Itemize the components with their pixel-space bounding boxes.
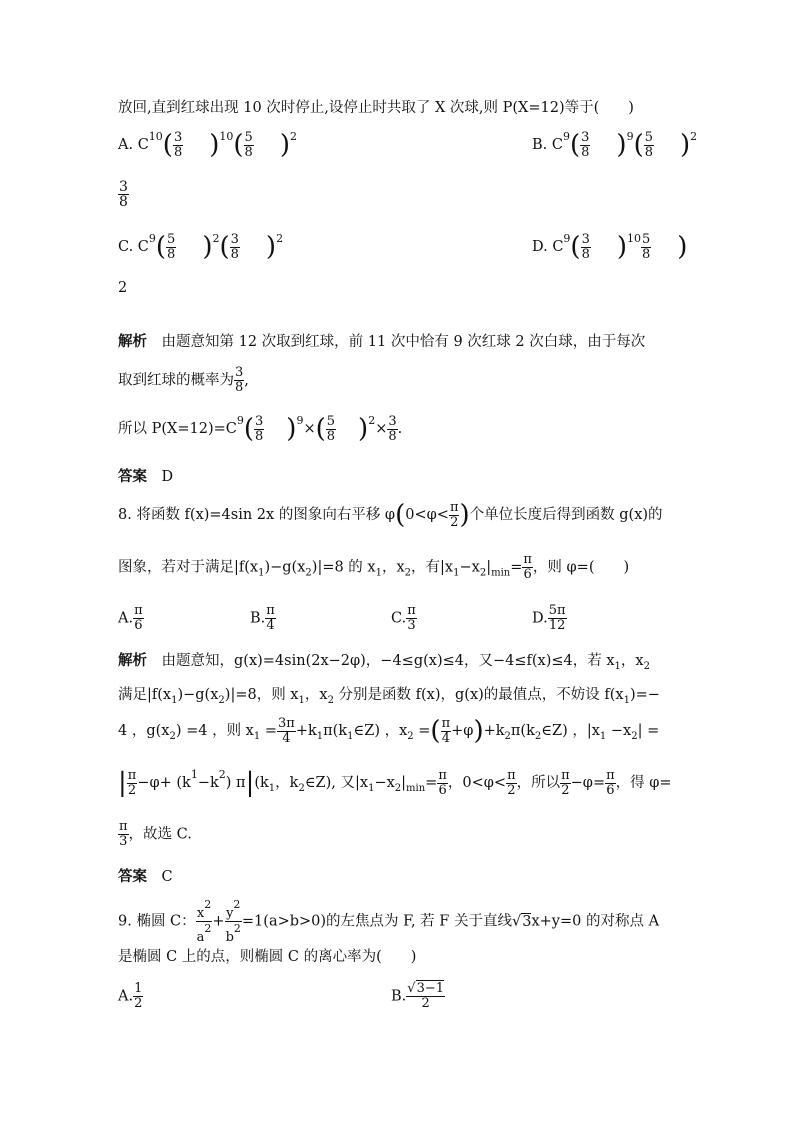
q7-analysis-line2: 取到红球的概率为 $\frac{3}{8}$ , [118,365,249,395]
q7-analysis-line3: 所以 $P(X=12)=C^9$( $\frac{3}{8}$ )$^9$×( $\frac{5}{8}$ )$^2$× $\frac{3}{8}$ . [118,413,403,444]
q7-option-b: B. $C^9$( $\frac{3}{8}$ )$^9$( $\frac{5}{8}$ )$^2$ [532,129,698,160]
q7-answer: 答案 D [118,468,174,485]
q8-option-c: C. $\frac{\pi}{3}$ [391,603,416,633]
q7-analysis-line1: 解析 由题意知第 12 次取到红球，前 11 次中恰有 9 次红球 2 次白球，由于每次 [118,333,646,350]
q8-analysis-line3: 4 ，$g(x_2) =4$ ，则 $x_1$ = $\frac{3\pi}{4}$ $+k_1\pi(k_1\in Z)$ ，$x_2$ =( $\frac{\pi}{4}$ $+\varphi)+k_2\pi(k_2\in Z)$ ，$|x_1 -x_2|$ = [118,715,660,746]
q7-option-c: C. $C^9$( $\frac{5}{8}$ )$^2$( $\frac{3}{8}$ )$^2$ [118,231,284,262]
q8-option-a: A. $\frac{\pi}{6}$ [118,603,143,633]
q7-option-d: D. $C^9$( $\frac{3}{8}$ )$^{10}$ $\frac{5}{8}$ ) [532,231,688,262]
q8-stem-line2: 图象，若对于满足$|f(x_1)-g(x_2)|=8$ 的 $x_1$，$x_2$，有$|x_1-x_2|_{min}=$ $\frac{\pi}{6}$ ，则 φ=( ) [118,552,630,582]
q8-answer: 答案 C [118,868,173,885]
q9-stem-line1: 9. 椭圆 C： $\frac{x^2}{a^2}$ + $\frac{y^2}{b^2}$ =1(a>b>0)的左焦点为 F, 若 F 关于直线√3x+y=0 的对称点 A [118,898,660,945]
q8-stem-line1: 8. 将函数 f(x)=4sin 2x 的图象向右平移 φ(0<φ< $\frac{\pi}{2}$ )个单位长度后得到函数 g(x)的 [118,499,663,530]
q8-analysis-line2: 满足$|f(x_1)-g(x_2)|=8$，则 $x_1$，$x_2$ 分别是函数 f(x)，g(x)的最值点，不妨设 $f(x_1)=-$ [118,687,660,706]
q8-analysis-line4: | $\frac{\pi}{2}$ $-\varphi+ (k^1-k^2)$ $\pi|(k_1$，$k_2\in Z$), 又$|x_1-x_2|_{min}=$ $\frac{\pi}{6}$ ，0<φ< $\frac{\pi}{2}$ ，所以 $\frac{\pi}{2}$ −φ= $\frac{\pi}{6}$ ，得 φ= [118,767,672,798]
q8-option-b: B. $\frac{\pi}{4}$ [250,603,275,633]
q7-option-b-tail: $\frac{3}{8}$ [119,179,128,210]
q8-option-d: D. $\frac{5\pi}{12}$ [532,603,566,633]
q7-stem: 放回,直到红球出现 10 次时停止,设停止时共取了 X 次球,则 P(X=12)等于( ) [118,100,634,116]
q7-option-c-tail: 2 [118,280,128,296]
q9-option-b: B. $\frac{√3-1}{2}$ [391,981,444,1011]
q8-analysis-line1: 解析 由题意知，g(x)=4sin(2x−2φ)，−4≤g(x)≤4，又−4≤f(x)≤4，若 $x_1$，$x_2$ [118,652,650,672]
q7-option-a: A. $C^{10}$( $\frac{3}{8}$ )$^{10}$( $\frac{5}{8}$ )$^2$ [118,129,297,160]
q9-option-a: A. $\frac{1}{2}$ [118,981,143,1011]
q8-analysis-line5: $\frac{\pi}{3}$ ，故选 C. [119,819,192,849]
q9-stem-line2: 是椭圆 C 上的点，则椭圆 C 的离心率为( ) [118,949,417,965]
